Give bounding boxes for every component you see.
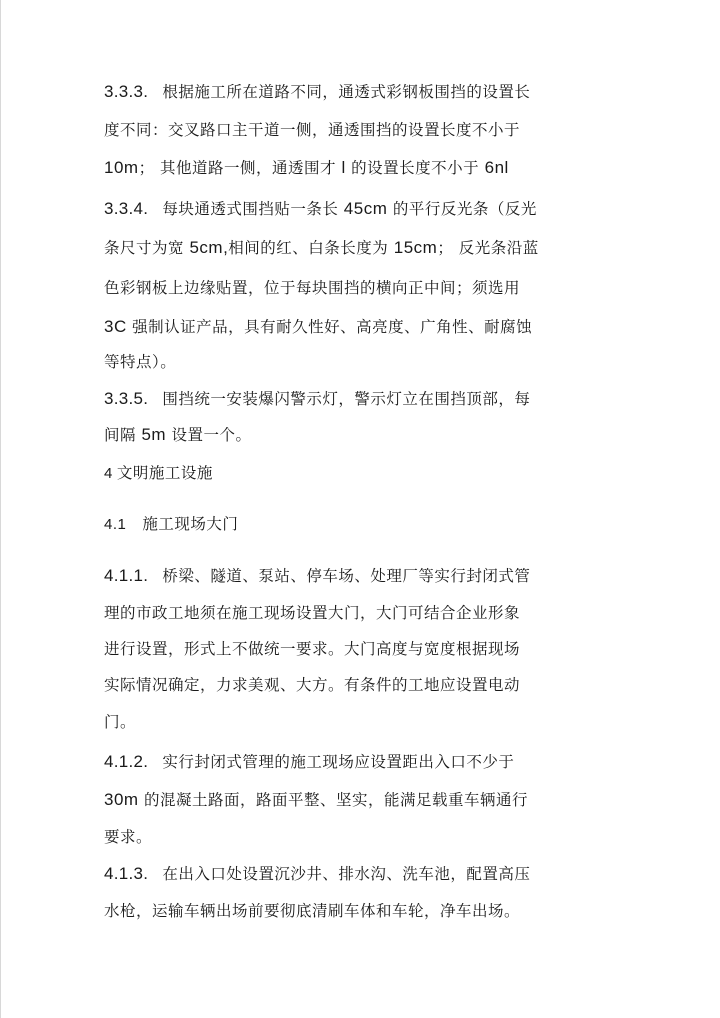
text: 的设置长度不小于 — [351, 159, 480, 177]
paragraph-3-3-4-line-3 — [104, 276, 520, 298]
paragraph-4-1-1-line-1 — [104, 564, 530, 586]
value: 3C — [104, 317, 127, 336]
text: 桥梁、隧道、泵站、停车场、处理厂等实行封闭式管 — [162, 567, 531, 585]
text: 在出入口处设置沉沙井、排水沟、洗车池，配置高压 — [162, 865, 531, 883]
value: l — [341, 158, 346, 177]
paragraph-4-1-1-line-2 — [104, 601, 520, 623]
paragraph-4-1-3-line-1 — [104, 862, 530, 884]
section-number: 4 — [104, 465, 113, 482]
value: 15cm — [393, 238, 438, 257]
text: 围挡统一安装爆闪警示灯，警示灯立在围挡顶部，每 — [162, 390, 531, 408]
paragraph-3-3-4-line-1 — [104, 197, 537, 219]
paragraph-3-3-5-line-2 — [104, 423, 252, 445]
text: ； 反光条沿蓝 — [437, 239, 539, 257]
text: 的平行反光条（反光 — [392, 200, 537, 218]
section-number: 3.3.3. — [104, 82, 149, 101]
value: 5m — [141, 425, 167, 444]
text: 实行封闭式管理的施工现场应设置距出入口不少于 — [162, 753, 515, 771]
value: 10m — [104, 158, 139, 177]
heading-text: 施工现场大门 — [142, 515, 239, 533]
paragraph-3-3-3-line-1 — [104, 80, 530, 102]
paragraph-3-3-4-line-5 — [104, 350, 176, 372]
text: 相间的红、白条长度为 — [228, 239, 389, 257]
paragraph-4-1-2-line-2 — [104, 788, 528, 810]
text: 根据施工所在道路不同，通透式彩钢板围挡的设置长 — [162, 83, 531, 101]
text: 要求。 — [104, 828, 153, 846]
text: 进行设置，形式上不做统一要求。大门高度与宽度根据现场 — [104, 640, 521, 658]
heading-section-4 — [104, 461, 213, 483]
paragraph-3-3-3-line-3 — [104, 156, 509, 178]
value: 45cm — [343, 199, 388, 218]
section-number: 4.1 — [104, 516, 127, 533]
section-number: 3.3.4. — [104, 199, 149, 218]
paragraph-4-1-2-line-1 — [104, 750, 514, 772]
heading-text: 文明施工设施 — [116, 464, 213, 482]
paragraph-3-3-3-line-2 — [104, 118, 520, 140]
paragraph-3-3-4-line-4 — [104, 315, 532, 337]
paragraph-4-1-3-line-2 — [104, 899, 520, 921]
section-number: 4.1.3. — [104, 864, 149, 883]
value: 5cm, — [189, 238, 229, 257]
section-number: 4.1.1. — [104, 566, 149, 585]
text: 设置一个。 — [171, 426, 252, 444]
heading-section-4-1 — [104, 512, 238, 534]
text: 理的市政工地须在施工现场设置大门，大门可结合企业形象 — [104, 604, 521, 622]
paragraph-4-1-2-line-3 — [104, 825, 152, 847]
text: 等特点）。 — [104, 353, 177, 371]
text: 的混凝土路面，路面平整、坚实，能满足载重车辆通行 — [144, 791, 529, 809]
text: 间隔 — [104, 426, 137, 444]
text: ； 其他道路一侧，通透围才 — [138, 159, 337, 177]
paragraph-4-1-1-line-4 — [104, 673, 520, 695]
text: 强制认证产品，具有耐久性好、高亮度、广角性、耐腐蚀 — [132, 318, 533, 336]
section-number: 3.3.5. — [104, 389, 149, 408]
text: 每块通透式围挡贴一条长 — [162, 200, 339, 218]
paragraph-4-1-1-line-5 — [104, 710, 136, 732]
text: 门。 — [104, 713, 137, 731]
text: 实际情况确定，力求美观、大方。有条件的工地应设置电动 — [104, 676, 521, 694]
value: 30m — [104, 790, 139, 809]
text: 色彩钢板上边缘贴置，位于每块围挡的横向正中间；须选用 — [104, 279, 521, 297]
value: 6nl — [484, 158, 509, 177]
section-number: 4.1.2. — [104, 752, 149, 771]
paragraph-3-3-4-line-2 — [104, 236, 539, 258]
paragraph-3-3-5-line-1 — [104, 387, 530, 409]
page-edge — [0, 0, 1, 1018]
text: 水枪，运输车辆出场前要彻底清刷车体和车轮，净车出场。 — [104, 902, 521, 920]
text: 条尺寸为宽 — [104, 239, 185, 257]
text: 度不同：交叉路口主干道一侧，通透围挡的设置长度不小于 — [104, 121, 521, 139]
paragraph-4-1-1-line-3 — [104, 637, 520, 659]
